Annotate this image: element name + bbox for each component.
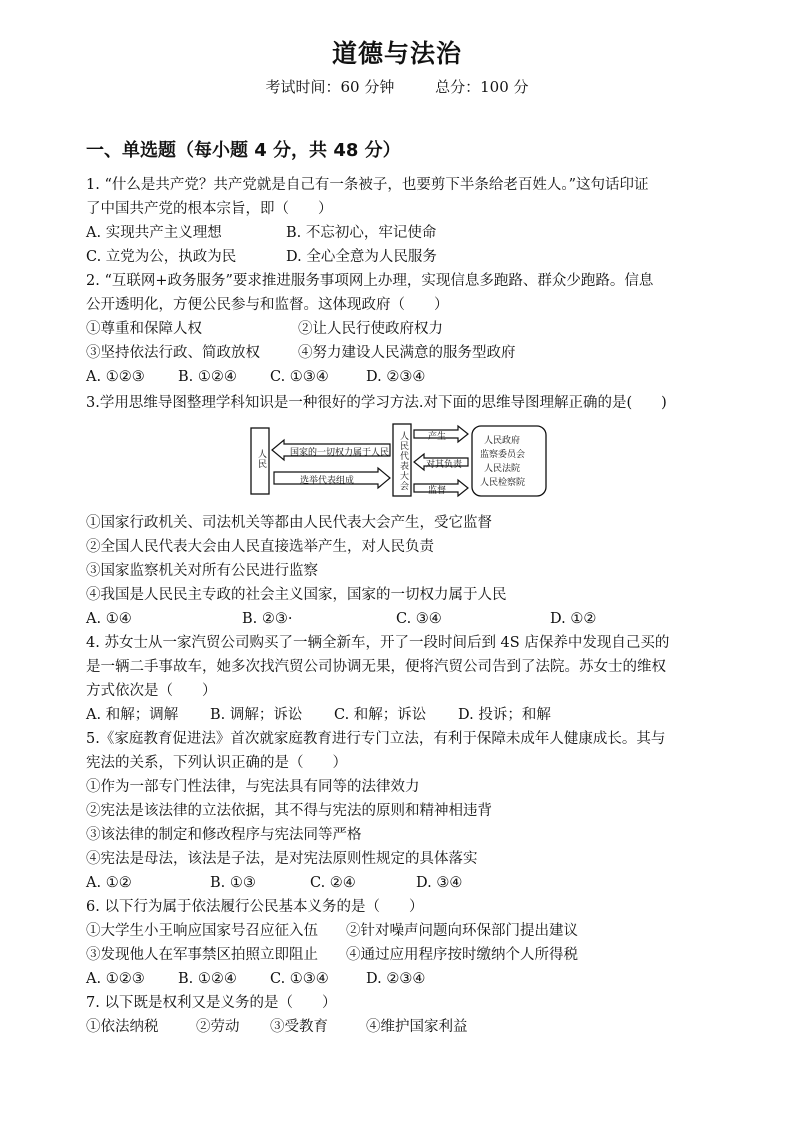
q1-option-d: D. 全心全意为人民服务 <box>286 249 437 265</box>
q5-statement-1: ①作为一部专门性法律，与宪法具有同等的法律效力 <box>86 779 420 795</box>
q7-statement-2: ②劳动 <box>196 1019 240 1035</box>
q3-statement-4: ④我国是人民民主专政的社会主义国家，国家的一切权力属于人民 <box>86 587 507 603</box>
q1-option-a: A. 实现共产主义理想 <box>86 225 222 241</box>
q2-line1: 2. “互联网+政务服务”要求推进服务事项网上办理，实现信息多跑路、群众少跑路。信息 <box>86 273 654 289</box>
diagram-supervise-label: 监督 <box>428 486 447 496</box>
q1-line1: 1. “什么是共产党？共产党就是自己有一条被子，也要剪下半条给老百姓人。”这句话印证 <box>86 177 649 193</box>
total-score: 总分：100 分 <box>435 78 529 96</box>
q2-statement-2: ②让人民行使政府权力 <box>298 321 443 337</box>
q2-option-c: C. ①③④ <box>270 369 329 385</box>
page-title: 道德与法治 <box>331 39 462 68</box>
q2-statement-1: ①尊重和保障人权 <box>86 321 202 337</box>
diagram-bottom-arrow-label: 选举代表组成 <box>300 476 355 486</box>
q5-option-c: C. ②④ <box>310 875 356 891</box>
q3-line1: 3.学用思维导图整理学科知识是一种很好的学习方法.对下面的思维导图理解正确的是( ) <box>86 395 667 411</box>
q4-line2: 是一辆二手事故车，她多次找汽贸公司协调无果，便将汽贸公司告到了法院。苏女士的维权 <box>86 659 666 675</box>
diagram-organ-3: 人民法院 <box>484 464 521 474</box>
q2-option-b: B. ①②④ <box>178 369 237 385</box>
diagram-organ-2: 监察委员会 <box>480 450 526 460</box>
q5-statement-3: ③该法律的制定和修改程序与宪法同等严格 <box>86 827 362 843</box>
q7-line1: 7. 以下既是权利又是义务的是（ ） <box>86 995 337 1011</box>
q2-line2: 公开透明化，方便公民参与和监督。这体现政府（ ） <box>86 297 449 313</box>
q1-option-c: C. 立党为公，执政为民 <box>86 249 237 265</box>
q3-statement-1: ①国家行政机关、司法机关等都由人民代表大会产生，受它监督 <box>86 515 492 531</box>
exam-time: 考试时间：60 分钟 <box>265 78 395 96</box>
exam-info <box>0 76 794 97</box>
q1-option-b: B. 不忘初心，牢记使命 <box>286 225 437 241</box>
section-heading: 一、单选题（每小题 4 分，共 48 分） <box>86 140 401 161</box>
q5-option-d: D. ③④ <box>416 875 463 891</box>
q5-line2: 宪法的关系，下列认识正确的是（ ） <box>86 755 347 771</box>
q5-statement-2: ②宪法是该法律的立法依据，其不得与宪法的原则和精神相违背 <box>86 803 492 819</box>
q4-line1: 4. 苏女士从一家汽贸公司购买了一辆全新车，开了一段时间后到 4S 店保养中发现自己买的 <box>86 635 670 651</box>
q6-statement-2: ②针对噪声问题向环保部门提出建议 <box>346 923 578 939</box>
diagram-organ-1: 人民政府 <box>484 436 521 446</box>
q4-line3: 方式依次是（ ） <box>86 683 217 699</box>
q2-option-a: A. ①②③ <box>86 369 145 385</box>
q2-option-d: D. ②③④ <box>366 369 426 385</box>
q7-statement-4: ④维护国家利益 <box>366 1019 468 1035</box>
q3-option-a: A. ①④ <box>86 611 132 627</box>
q6-option-c: C. ①③④ <box>270 971 329 987</box>
q3-option-b: B. ②③· <box>242 611 293 627</box>
q4-option-b: B. 调解；诉讼 <box>210 707 303 723</box>
diagram-people-label: 人民 <box>256 449 266 469</box>
q5-statement-4: ④宪法是母法，该法是子法，是对宪法原则性规定的具体落实 <box>86 851 478 867</box>
q4-option-d: D. 投诉；和解 <box>458 707 551 723</box>
diagram-produce-label: 产生 <box>428 432 447 442</box>
q3-statement-2: ②全国人民代表大会由人民直接选举产生，对人民负责 <box>86 539 434 555</box>
q7-statement-1: ①依法纳税 <box>86 1019 159 1035</box>
q5-line1: 5.《家庭教育促进法》首次就家庭教育进行专门立法，有利于保障未成年人健康成长。其与 <box>86 731 666 747</box>
q6-option-d: D. ②③④ <box>366 971 426 987</box>
q6-statement-3: ③发现他人在军事禁区拍照立即阻止 <box>86 947 318 963</box>
q6-statement-1: ①大学生小王响应国家号召应征入伍 <box>86 923 318 939</box>
q5-option-a: A. ①② <box>86 875 132 891</box>
q6-line1: 6. 以下行为属于依法履行公民基本义务的是（ ） <box>86 899 424 915</box>
q2-statement-4: ④努力建设人民满意的服务型政府 <box>298 345 516 361</box>
q2-statement-3: ③坚持依法行政、简政放权 <box>86 345 260 361</box>
diagram-top-arrow-label: 国家的一切权力属于人民 <box>290 448 390 458</box>
q3-option-d: D. ①② <box>550 611 597 627</box>
q6-option-a: A. ①②③ <box>86 971 145 987</box>
mind-map-diagram <box>250 422 550 502</box>
diagram-responsible-label: 对其负责 <box>426 460 463 470</box>
q6-option-b: B. ①②④ <box>178 971 237 987</box>
diagram-organ-4: 人民检察院 <box>480 478 526 488</box>
q7-statement-3: ③受教育 <box>270 1019 328 1035</box>
q6-statement-4: ④通过应用程序按时缴纳个人所得税 <box>346 947 578 963</box>
diagram-npc-label: 人民代表大会 <box>398 431 408 491</box>
q4-option-a: A. 和解；调解 <box>86 707 179 723</box>
q1-line2: 了中国共产党的根本宗旨，即（ ） <box>86 201 333 217</box>
q3-option-c: C. ③④ <box>396 611 442 627</box>
q5-option-b: B. ①③ <box>210 875 256 891</box>
q3-statement-3: ③国家监察机关对所有公民进行监察 <box>86 563 318 579</box>
q4-option-c: C. 和解；诉讼 <box>334 707 427 723</box>
